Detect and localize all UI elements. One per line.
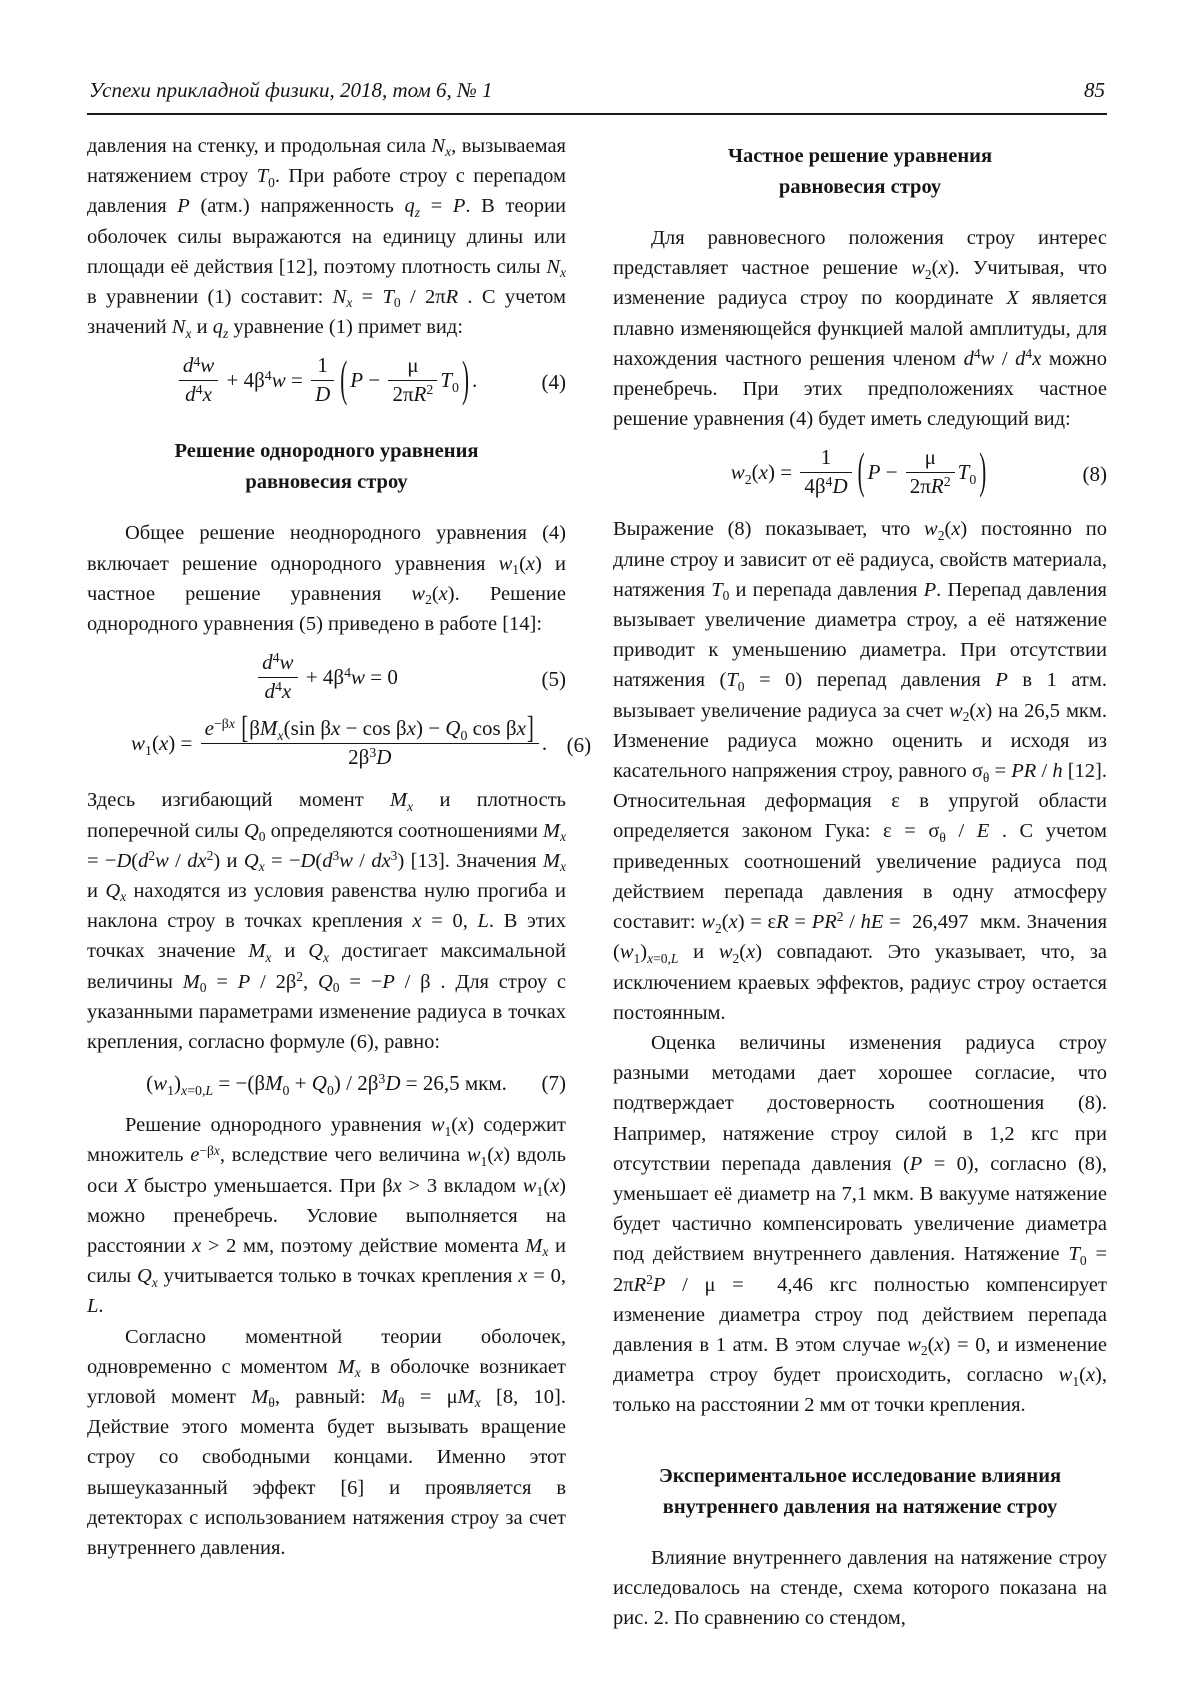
paragraph: Выражение (8) показывает, что $w_2(x)$ постоянно по длине строу и зависит от её радиуса, свойств материала, натяжения $T_0$ и перепада давления P. Перепад давления вызывает увеличение диаметра строу, а её натяжение приводит к уменьшению диаметра. При отсутствии натяжения $(T_0 = 0)$ перепад давления P в 1 атм. вызывает увеличение радиуса за счет $w_2(x)$ на 26,5 мкм. Изменение радиуса можно оценить и исходя из касательного напряжения строу, равного $\sigma_\theta$ = PR / h [12]. Относительная деформация ε в упругой области определяется законом Гука: $\varepsilon = \sigma_\theta / E$ . С учетом приведенных соотношений увеличение радиуса под действием перепада давления в одну атмосферу составит: $w_2(x) = \varepsilon R = PR^2$ / hE = 26,497 мкм. Значения $(w_1)_{x=0,L}$ и $w_2(x)$ совпадают. Это указывает, что, за исключением краевых эффектов, радиус строу остается постоянным. (613, 518, 1108, 1024)
equation-body: $w_2(x)$ = $\frac{1}{4\beta^4D}$ ( P − $\frac{\mu}{2\pi R^2}$ $T_0$ ) (730, 442, 987, 500)
equation-number: (5) (541, 666, 566, 691)
right-column (613, 131, 1107, 1633)
paragraph: Оценка величины изменения радиуса строу разными методами дает хорошее согласие, что подтверждает достоверность соотношения (8). Например, натяжение строу силой в 1,2 кгс при отсутствии перепада давления (P = 0), согласно (8), уменьшает её диаметр на 7,1 мкм. В вакууме натяжение будет частично компенсировать увеличение диаметра под действием внутреннего давления. Натяжение $T_0 = 2\pi R^2P / \mu = 4,46$ кгс полностью компенсирует изменение диаметра строу под действием перепада давления в 1 атм. В этом случае $w_2(x) = 0$, и изменение диаметра строу будет происходить, согласно $w_1(x)$, только на расстоянии 2 мм от точки крепления. (613, 1031, 1108, 1417)
equation-number: (4) (541, 369, 566, 394)
equation-7 (87, 1071, 566, 1096)
paragraph: Влияние внутреннего давления на натяжение строу исследовалось на стенде, схема которого показана на рис. 2. По сравнению со стендом, (613, 1546, 1107, 1629)
paragraph: Здесь изгибающий момент $M_x$ и плотность поперечной силы $Q_0$ определяются соотношениями $M_x = -D(d^2w / dx^2)$ и $Q_x = -D(d^3w / dx^3)$ [13]. Значения $M_x$ и $Q_x$ находятся из условия равенства нулю прогиба и наклона строу в точках крепления x = 0, L. В этих точках значение $M_x$ и $Q_x$ достигает максимальной величины $M_0 = P / 2\beta^2$, $Q_0 = -P / \beta$ . Для строу с указанными параметрами изменение радиуса в точках крепления, согласно формуле (6), равно: (87, 789, 567, 1053)
running-head: Успехи прикладной физики, 2018, том 6, № 1 (89, 78, 493, 102)
equation-4 (87, 350, 566, 408)
equation-body: $\frac{d^4w}{d^4x}$ + $4\beta^4w = 0$ (131, 653, 522, 705)
paragraph: Для равновесного положения строу интерес представляет частное решение $w_2(x)$. Учитывая, что изменение радиуса строу по координате X является плавно изменяющейся функцией малой амплитуды, для нахождения частного решения членом $d^4w / d^4x$ можно пренебречь. При этих предположениях частное решение уравнения (4) будет иметь следующий вид: (613, 227, 1107, 431)
section-heading: Решение однородного уравнения равновесия строу (174, 440, 479, 494)
equation-body: $\frac{d^4w}{d^4x}$ + $4\beta^4w$ = $\frac{1}{D}$ ( P − $\frac{\mu}{2\pi R^2}$ $T_0$ ) . (131, 356, 522, 408)
paragraph: Общее решение неоднородного уравнения (4) включает решение однородного уравнения $w_1(x)$ и частное решение уравнения $w_2(x)$. Решение однородного уравнения (5) приведено в работе [14]: (87, 522, 567, 636)
paragraph: Согласно моментной теории оболочек, одновременно с моментом $M_x$ в оболочке возникает угловой момент $M_\theta$, равный: $M_\theta = \mu M_x$ [8, 10]. Действие этого момента будет вызывать вращение строу со свободными концами. Именно этот вышеуказанный эффект [6] и проявляется в детекторах с использованием натяжения строу за счет внутреннего давления. (87, 1325, 566, 1559)
left-column (87, 131, 592, 1633)
section-heading: Частное решение уравнения равновесия строу (727, 145, 993, 198)
equation-body: $w_1(x)$ = $e^{-\beta x}$ [$\beta M_x(\sin$ $\beta x - \cos \beta x) - Q_0$ cos βx] $2\beta^3D$ . (131, 709, 548, 769)
equation-body: $(w_1)_{x=0,L} = -(\beta M_0 + Q_0) / 2\beta^3D = 26,5$ мкм. (146, 1071, 507, 1098)
equation-5 (87, 650, 566, 705)
page-header (87, 78, 1107, 115)
paragraph: давления на стенку, и продольная сила $N_x$, вызываемая натяжением строу $T_0$. При работе строу с перепадом давления P (атм.) напряженность $q_z = P$. В теории оболочек силы выражаются на единицу длины или площади её действия [12], поэтому плотность силы $N_x$ в уравнении (1) составит: $N_x = T_0 / 2\pi R$ . С учетом значений $N_x$ и $q_z$ уравнение (1) примет вид: (87, 135, 566, 341)
equation-number: (8) (1082, 461, 1107, 486)
two-column-body (87, 131, 1107, 1633)
equation-6 (87, 709, 592, 771)
equation-8 (613, 442, 1107, 500)
equation-number: (7) (541, 1071, 566, 1096)
page-number: 85 (1084, 78, 1105, 102)
equation-number: (6) (566, 732, 592, 757)
paragraph: Решение однородного уравнения $w_1(x)$ содержит множитель $e^{-\beta x}$, вследствие чего величина $w_1(x)$ вдоль оси X быстро уменьшается. При βx > 3 вкладом $w_1(x)$ можно пренебречь. Условие выполняется на расстоянии x > 2 мм, поэтому действие момента $M_x$ и силы $Q_x$ учитывается только в точках крепления x = 0, L. (87, 1114, 567, 1318)
section-heading: Экспериментальное исследование влияния внутреннего давления на натяжение строу (658, 1464, 1062, 1518)
